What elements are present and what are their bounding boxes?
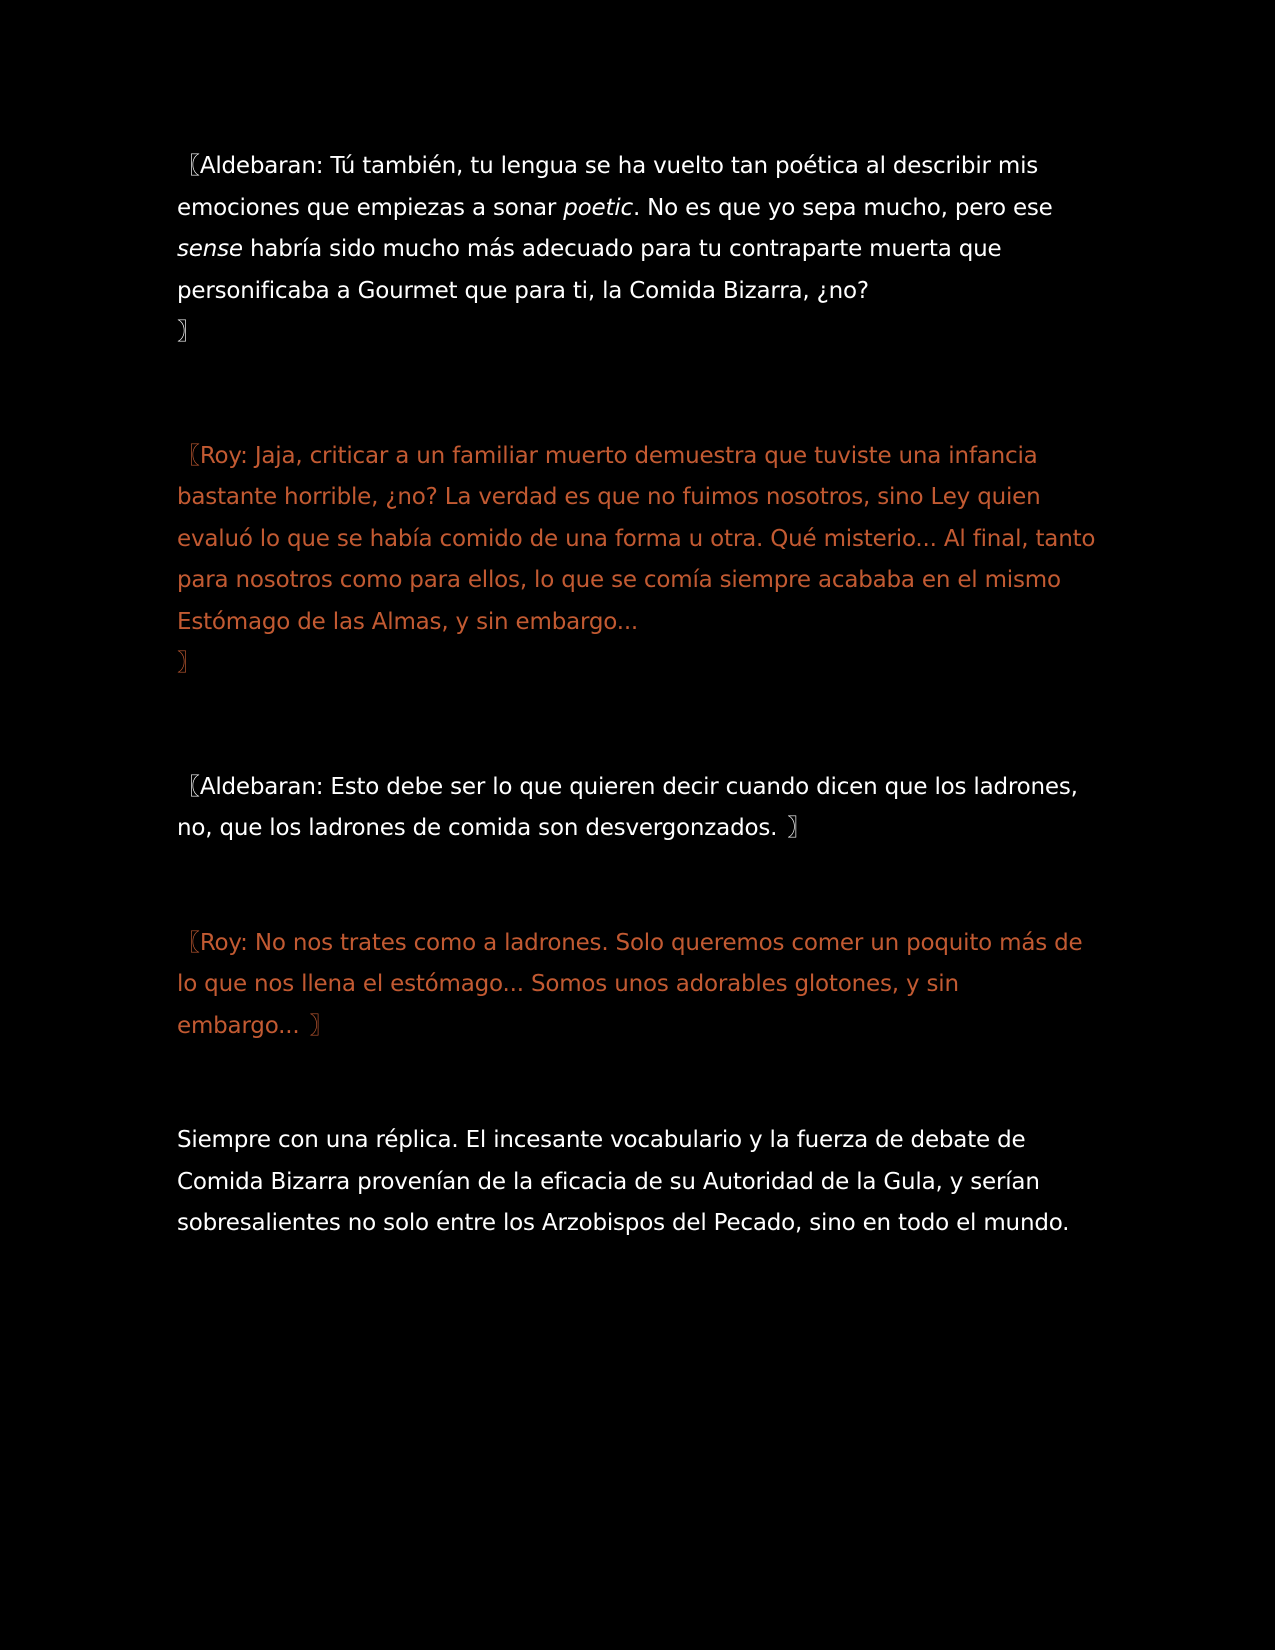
dialogue-text: habría sido mucho más adecuado para tu contraparte muerta que personificaba a Gourmet que para ti, la Comida Bizarra, ¿no? bbox=[177, 236, 1002, 304]
dialogue-text: Roy: Jaja, criticar a un familiar muerto demuestra que tuviste una infancia bastante horrible, ¿no? La verdad es que no fuimos nosotros, sino Ley quien evaluó lo que se había comido de una forma u otra. Qué misterio... Al final, tanto para nosotros como para ellos, lo que se comía siempre acababa en el mismo Estómago de las Almas, y sin embargo... bbox=[177, 442, 1096, 635]
open-bracket: 〖 bbox=[177, 442, 200, 469]
dialogue-text: . No es que yo sepa mucho, pero ese bbox=[632, 194, 1053, 221]
italic-word: sense bbox=[177, 236, 243, 262]
narration-paragraph: Siempre con una réplica. El incesante vocabulario y la fuerza de debate de Comida Bizarra provenían de la eficacia de su Autoridad de la Gula, y serían sobresalientes no solo entre los Arzobispos del Pecado, sino en todo el mundo. bbox=[177, 1127, 1070, 1236]
open-bracket: 〖 bbox=[177, 153, 200, 179]
dialogue-text: Roy: No nos trates como a ladrones. Solo queremos comer un poquito más de lo que nos llena el estómago... Somos unos adorables glotones, y sin embargo... bbox=[177, 929, 1083, 1039]
italic-word: poetic bbox=[563, 194, 633, 221]
close-bracket: 〗 bbox=[309, 1012, 333, 1039]
dialogue-aldebaran-1 bbox=[177, 146, 1097, 354]
dialogue-roy-2 bbox=[177, 923, 1097, 1048]
dialogue-text: Aldebaran: Esto debe ser lo que quieren decir cuando dicen que los ladrones, no, que los ladrones de comida son desvergonzados. bbox=[177, 773, 1078, 841]
close-bracket: 〗 bbox=[177, 319, 200, 345]
close-bracket: 〗 bbox=[177, 650, 200, 676]
close-bracket: 〗 bbox=[787, 815, 811, 841]
open-bracket: 〖 bbox=[177, 773, 200, 800]
document-page bbox=[177, 146, 1097, 1245]
dialogue-aldebaran-2 bbox=[177, 767, 1097, 850]
dialogue-roy-1 bbox=[177, 436, 1097, 685]
dialogue-text: Aldebaran: Tú también, tu lengua se ha vuelto tan poética al describir mis emociones que empiezas a sonar bbox=[177, 153, 1039, 221]
open-bracket: 〖 bbox=[177, 929, 200, 956]
